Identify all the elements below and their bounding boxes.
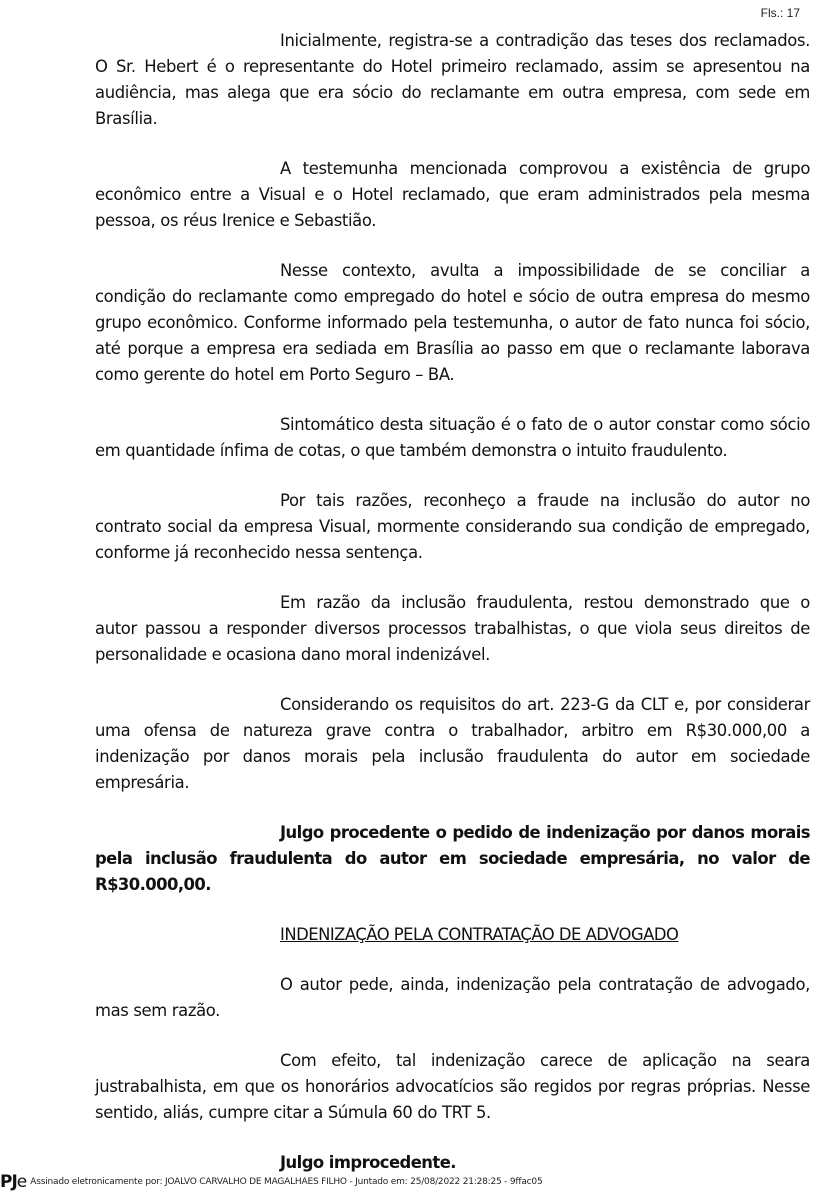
- paragraph-symptomatic: Sintomático desta situação é o fato de o autor constar como sócio em quantidade ínfima de cotas, o que também demonstra o intuito fraudulento.: [95, 415, 810, 460]
- document-body: [95, 28, 810, 1176]
- pje-logo-icon: PJe: [0, 1172, 27, 1192]
- ruling-improcedente: Julgo improcedente.: [280, 1153, 456, 1172]
- paragraph-fraud-recognition: Por tais razões, reconheço a fraude na inclusão do autor no contrato social da empresa Visual, mormente considerando sua condição de empregado, conforme já reconhecido nessa sentença.: [95, 491, 810, 562]
- paragraph-sumula: Com efeito, tal indenização carece de aplicação na seara justrabalhista, em que os honorários advocatícios são regidos por regras próprias. Nesse sentido, aliás, cumpre citar a Súmula 60 do TRT 5.: [95, 1051, 810, 1122]
- paragraph-compensation-amount: Considerando os requisitos do art. 223-G da CLT e, por considerar uma ofensa de natureza grave contra o trabalhador, arbitro em R$30.000,00 a indenização por danos morais pela inclusão fraudulenta do autor em sociedade empresária.: [95, 695, 810, 792]
- paragraph-lawyer-request: O autor pede, ainda, indenização pela contratação de advogado, mas sem razão.: [95, 975, 810, 1020]
- section-heading-lawyer-compensation: INDENIZAÇÃO PELA CONTRATAÇÃO DE ADVOGADO: [280, 925, 679, 944]
- paragraph-economic-group: A testemunha mencionada comprovou a existência de grupo econômico entre a Visual e o Hotel reclamado, que eram administrados pela mesma pessoa, os réus Irenice e Sebastião.: [95, 159, 810, 230]
- signature-footer: [0, 1172, 542, 1192]
- paragraph-contradiction: Inicialmente, registra-se a contradição das teses dos reclamados. O Sr. Hebert é o representante do Hotel primeiro reclamado, assim se apresentou na audiência, mas alega que era sócio do reclamante em outra empresa, com sede em Brasília.: [95, 31, 810, 128]
- paragraph-context: Nesse contexto, avulta a impossibilidade de se conciliar a condição do reclamante como empregado do hotel e sócio de outra empresa do mesmo grupo econômico. Conforme informado pela testemunha, o autor de fato nunca foi sócio, até porque a empresa era sediada em Brasília ao passo em que o reclamante laborava como gerente do hotel em Porto Seguro – BA.: [95, 261, 810, 384]
- signature-text: Assinado eletronicamente por: JOALVO CARVALHO DE MAGALHAES FILHO - Juntado em: 25/08/2022 21:28:25 - 9ffac05: [30, 1177, 543, 1187]
- page-number: Fls.: 17: [760, 6, 800, 20]
- paragraph-moral-damage: Em razão da inclusão fraudulenta, restou demonstrado que o autor passou a responder diversos processos trabalhistas, o que viola seus direitos de personalidade e ocasiona dano moral indenizável.: [95, 593, 810, 664]
- ruling-procedente: Julgo procedente o pedido de indenização por danos morais pela inclusão fraudulenta do autor em sociedade empresária, no valor de R$30.000,00.: [95, 823, 810, 894]
